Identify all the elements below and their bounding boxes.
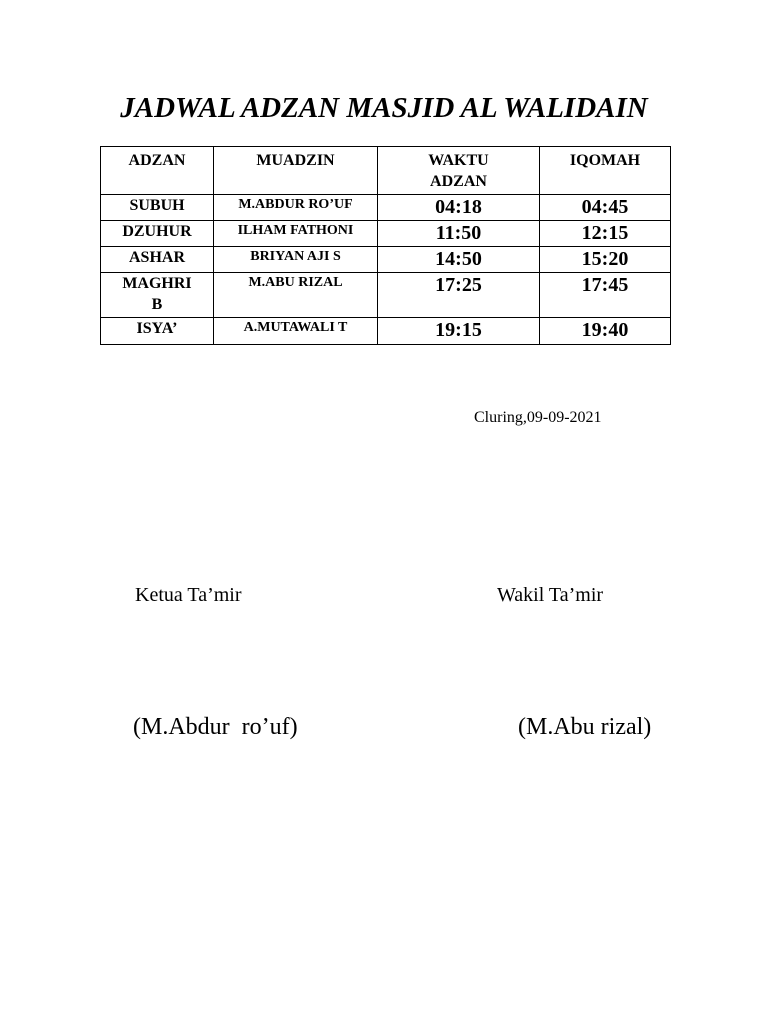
table-header-row	[101, 147, 671, 195]
place-date: Cluring,09-09-2021	[474, 409, 602, 426]
cell-adzan: DZUHUR	[101, 221, 214, 247]
cell-iqomah: 12:15	[540, 221, 671, 247]
table-row	[101, 247, 671, 273]
cell-iqomah: 19:40	[540, 318, 671, 345]
cell-muadzin: M.ABDUR RO’UF	[214, 195, 378, 221]
header-waktu-line1: WAKTU	[428, 152, 489, 169]
cell-muadzin: ILHAM FATHONI	[214, 221, 378, 247]
header-iqomah: IQOMAH	[540, 147, 671, 195]
table-row	[101, 318, 671, 345]
cell-muadzin: M.ABU RIZAL	[214, 273, 378, 318]
adzan-schedule-table	[100, 146, 671, 345]
table-row	[101, 195, 671, 221]
signature-role-vice-chairman: Wakil Ta’mir	[497, 584, 604, 606]
page-title: JADWAL ADZAN MASJID AL WALIDAIN	[120, 92, 648, 124]
cell-waktu: 14:50	[378, 247, 540, 273]
table-row	[101, 221, 671, 247]
signature-name-vice-chairman: (M.Abu rizal)	[518, 714, 652, 740]
cell-waktu: 04:18	[378, 195, 540, 221]
cell-iqomah: 15:20	[540, 247, 671, 273]
cell-waktu: 19:15	[378, 318, 540, 345]
cell-waktu: 11:50	[378, 221, 540, 247]
cell-adzan: ISYA’	[101, 318, 214, 345]
cell-adzan	[101, 273, 214, 318]
cell-muadzin: BRIYAN AJI S	[214, 247, 378, 273]
cell-adzan-line2: B	[151, 296, 163, 313]
signature-name-chairman: (M.Abdur ro’uf)	[133, 714, 298, 740]
cell-adzan: ASHAR	[101, 247, 214, 273]
header-waktu-line2: ADZAN	[430, 173, 487, 190]
cell-muadzin: A.MUTAWALI T	[214, 318, 378, 345]
cell-waktu: 17:25	[378, 273, 540, 318]
header-waktu-adzan	[378, 147, 540, 195]
header-adzan: ADZAN	[101, 147, 214, 195]
header-muadzin: MUADZIN	[214, 147, 378, 195]
cell-iqomah: 04:45	[540, 195, 671, 221]
signature-role-chairman: Ketua Ta’mir	[135, 584, 242, 606]
cell-adzan: SUBUH	[101, 195, 214, 221]
table-row	[101, 273, 671, 318]
cell-adzan-line1: MAGHRI	[122, 275, 192, 292]
cell-iqomah: 17:45	[540, 273, 671, 318]
